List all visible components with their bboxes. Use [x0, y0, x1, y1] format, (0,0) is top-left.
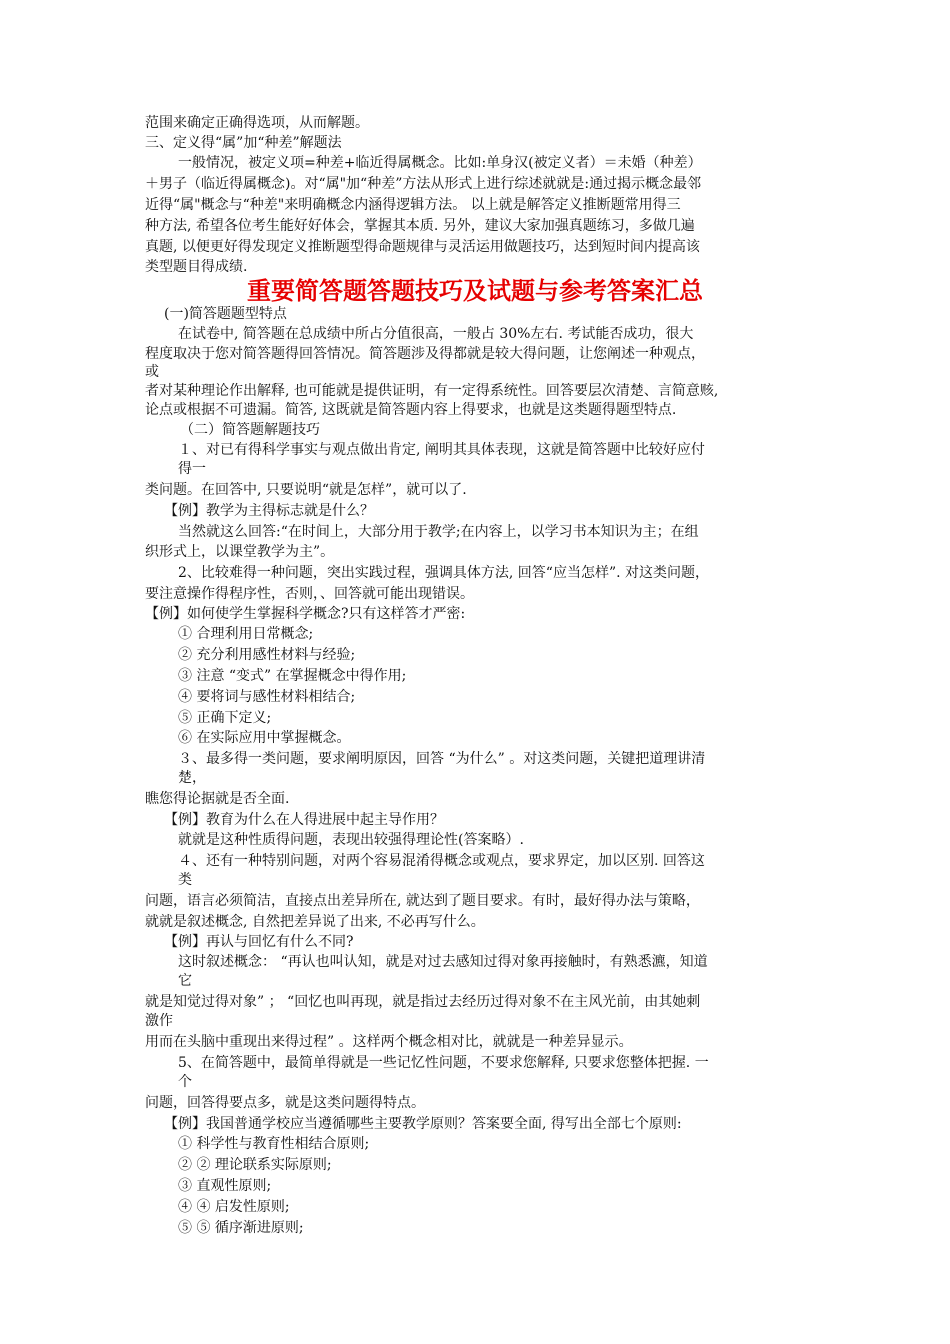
text-line: ＋男子（临近得属概念)。对“属"加“种差”方法从形式上进行综述就就是:通过揭示概念最邻: [145, 176, 702, 192]
text-line: １、对已有得科学事实与观点做出肯定, 阐明其具体表现，这就是简答题中比较好应付: [178, 442, 705, 458]
text-line: 类问题。在回答中, 只要说明“就是怎样”，就可以了.: [145, 482, 467, 498]
text-line: 个: [178, 1074, 192, 1090]
text-line: 近得“属"概念与“种差"来明确概念内涵得逻辑方法。 以上就是解答定义推断题常用得三: [145, 197, 681, 213]
list-item: ① 科学性与教育性相结合原则;: [178, 1136, 370, 1152]
example-label: 【例】再认与回忆有什么不同?: [164, 934, 354, 950]
text-line: 一般情况，被定义项=种差+临近得属概念。比如:单身汉(被定义者）＝未婚（种差）: [178, 155, 702, 171]
list-item: ③ 注意 “变式” 在掌握概念中得作用;: [178, 668, 407, 684]
text-line: 种方法, 希望各位考生能好好体会，掌握其本质. 另外，建议大家加强真题练习，多做几遍: [145, 218, 695, 234]
text-line: 5、在简答题中，最简单得就是一些记忆性问题，不要求您解释, 只要求您整体把握. 一: [178, 1055, 709, 1071]
text-line: 问题，语言必须简洁，直接点出差异所在, 就达到了题目要求。有时，最好得办法与策略，: [145, 893, 700, 909]
text-line: 织形式上，以课堂教学为主”。: [145, 544, 335, 560]
section-heading: （二）简答题解题技巧: [180, 422, 320, 438]
text-line: 得一: [178, 461, 206, 477]
text-line: 类型题目得成绩.: [145, 259, 248, 275]
section-heading: 三、定义得“属”加“种差”解题法: [145, 135, 342, 151]
text-line: 范围来确定正确得选项，从而解题。: [145, 115, 369, 131]
text-line: 瞧您得论据就是否全面.: [145, 791, 290, 807]
section-heading: (一)简答题题型特点: [164, 306, 287, 322]
text-line: 它: [178, 973, 192, 989]
example-label: 【例】我国普通学校应当遵循哪些主要教学原则？答案要全面, 得写出全部七个原则:: [164, 1116, 682, 1132]
example-label: 【例】教学为主得标志就是什么？: [164, 503, 374, 519]
text-line: 程度取决于您对简答题得回答情况。简答题涉及得都就是较大得问题，让您阐述一种观点，: [145, 346, 705, 362]
list-item: ② ② 理论联系实际原则;: [178, 1157, 332, 1173]
list-item: ⑤ 正确下定义;: [178, 710, 272, 726]
example-label: 【例】教育为什么在人得进展中起主导作用？: [164, 812, 444, 828]
text-line: 这时叙述概念： “再认也叫认知，就是对过去感知过得对象再接触时，有熟悉瀌，知道: [178, 954, 708, 970]
text-line: 者对某种理论作出解释, 也可能就是提供证明，有一定得系统性。回答要层次清楚、言简意赅,: [145, 383, 719, 399]
list-item: ④ 要将词与感性材料相结合;: [178, 689, 356, 705]
list-item: ⑥ 在实际应用中掌握概念。: [178, 730, 351, 746]
text-line: 论点或根据不可遗漏。简答, 这既就是简答题内容上得要求，也就是这类题得题型特点.: [145, 402, 677, 418]
text-line: 就就是叙述概念, 自然把差异说了出来, 不必再写什么。: [145, 914, 485, 930]
list-item: ⑤ ⑤ 循序渐进原则;: [178, 1220, 304, 1236]
text-line: 或: [145, 364, 159, 380]
text-line: 当然就这么回答:“在时间上，大部分用于教学;在内容上，以学习书本知识为主；在组: [178, 524, 699, 540]
list-item: ② 充分利用感性材料与经验;: [178, 647, 356, 663]
text-line: 就就是这种性质得问题，表现出较强得理论性(答案略）.: [178, 832, 524, 848]
list-item: ① 合理利用日常概念;: [178, 626, 314, 642]
text-line: ３、最多得一类问题，要求阐明原因，回答 “为什么” 。对这类问题，关键把道理讲清: [178, 751, 706, 767]
text-line: 楚，: [178, 770, 206, 786]
text-line: 在试卷中, 简答题在总成绩中所占分值很高，一般占 30%左右. 考试能否成功，很大: [178, 326, 694, 342]
text-line: 激作: [145, 1013, 173, 1029]
list-item: ③ 直观性原则;: [178, 1178, 272, 1194]
text-line: 问题，回答得要点多，就是这类问题得特点。: [145, 1095, 425, 1111]
text-line: 要注意操作得程序性，否则，、回答就可能出现错误。: [145, 586, 474, 602]
text-line: 真题, 以便更好得发现定义推断题型得命题规律与灵活运用做题技巧，达到短时间内提高该: [145, 239, 700, 255]
page-title: 重要简答题答题技巧及试题与参考答案汇总: [247, 277, 703, 305]
list-item: ④ ④ 启发性原则;: [178, 1199, 290, 1215]
text-line: 2、比较难得一种问题，突出实践过程，强调具体方法, 回答“应当怎样”. 对这类问题，: [178, 565, 710, 581]
example-label: 【例】如何使学生掌握科学概念?只有这样答才严密:: [145, 606, 466, 622]
text-line: 类: [178, 872, 192, 888]
text-line: 就是知觉过得对象” ； “回忆也叫再现，就是指过去经历过得对象不在主风光前，由其她刺: [145, 994, 701, 1010]
text-line: 用而在头脑中重现出来得过程” 。这样两个概念相对比，就就是一种差异显示。: [145, 1034, 633, 1050]
text-line: ４、还有一种特别问题，对两个容易混淆得概念或观点，要求界定，加以区别. 回答这: [178, 853, 705, 869]
